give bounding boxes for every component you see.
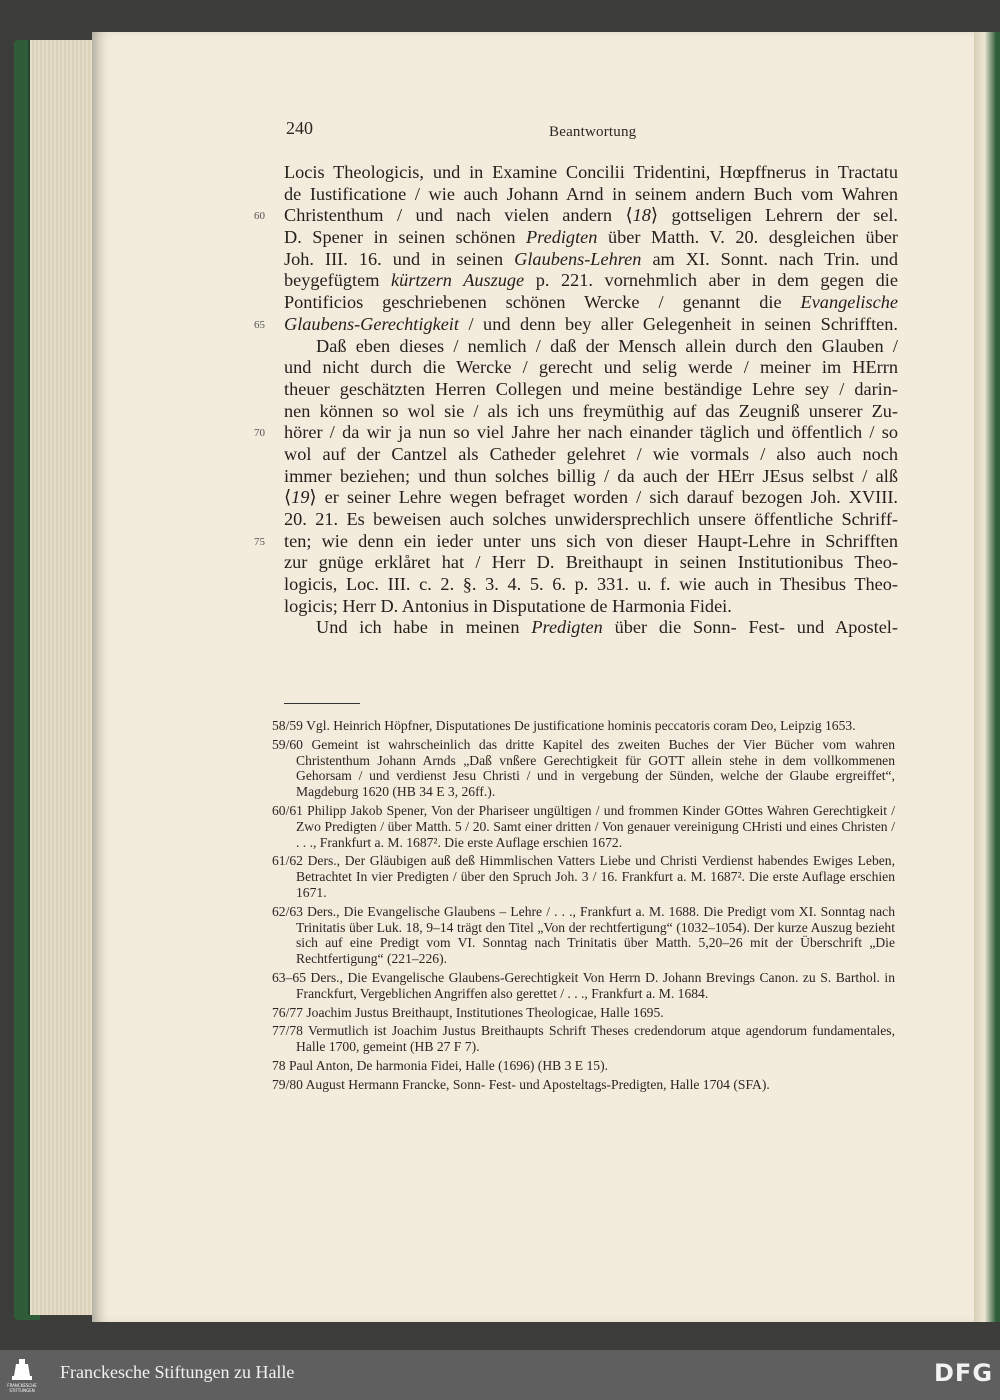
footnote: 58/59 Vgl. Heinrich Höpfner, Disputationes De justificatione hominis peccatoris coram Deo, Leipzig 1653. xyxy=(272,718,856,733)
line-number: 60 xyxy=(254,210,265,223)
text-line: Daß eben dieses / nemlich / daß der Mensch allein durch den Glauben / xyxy=(316,335,898,356)
line-number: 65 xyxy=(254,318,265,331)
text-line: 65 Glaubens-Gerechtigkeit / und denn bey aller Gelegenheit in seinen Schrifften. xyxy=(284,314,898,336)
text-line: Joh. III. 16. und in seinen Glaubens-Lehren am XI. Sonnt. nach Trin. und xyxy=(284,248,898,269)
text-line: Locis Theologicis, und in Examine Concilii Tridentini, Hœpffnerus in Tractatu xyxy=(284,162,898,182)
text-line: 60 Christenthum / und nach vielen andern ⟨18⟩ gottseligen Lehrern der sel. xyxy=(284,205,898,227)
footnote: 63–65 Ders., Die Evangelische Glaubens-Gerechtigkeit Von Herrn D. Johann Brevings Canon. zu S. Barthol. in Franckfurt, Vergeblichen Angriffen also gerettet / . . ., Frankfurt a. M. 1684. xyxy=(272,969,895,1001)
text-line: Und ich habe in meinen Predigten über die Sonn- Fest- und Apostel- xyxy=(316,617,898,638)
text-line: logicis; Herr D. Antonius in Disputatione de Harmonia Fidei. xyxy=(284,595,732,616)
running-title: Beantwortung xyxy=(549,124,637,140)
svg-text:FRANCKESCHE: FRANCKESCHE xyxy=(7,1383,37,1388)
text-line: logicis, Loc. III. c. 2. §. 3. 4. 5. 6. p. 331. u. f. wie auch in Thesibus Theo- xyxy=(284,574,898,595)
text-line: und nicht durch die Wercke / gerecht und selig werde / meiner im HErrn xyxy=(284,357,898,378)
text-line: 70 hörer / da wir ja nun so viel Jahre her nach einander täglich und öffentlich / so xyxy=(284,422,898,444)
svg-text:STIFTUNGEN: STIFTUNGEN xyxy=(9,1388,35,1393)
text-line: wol auf der Cantzel als Catheder gelehret / wie vormals / also auch noch xyxy=(284,443,898,464)
text-line: nen können so wol sie / als ich uns freymüthig auf das Zeugniß unserer Zu- xyxy=(284,400,898,421)
page-edges xyxy=(28,40,96,1315)
franckesche-stiftungen-logo xyxy=(6,1356,38,1394)
footnotes xyxy=(272,718,895,1096)
text-line: 75 ten; wie denn ein ieder unter uns sich von dieser Haupt-Lehre in Schrifften xyxy=(284,531,898,553)
footnote: 61/62 Ders., Der Gläubigen auß deß Himmlischen Vatters Liebe und Christi Verdienst habendes Ewiges Leben, Betrachtet In vier Predigten / über den Spruch Joh. 3 / 16. Frankfurt a. M. 1687². Die erste Auflage erschien 1671. xyxy=(272,853,895,900)
institution-name: Franckesche Stiftungen zu Halle xyxy=(60,1362,295,1382)
text-line: beygefügtem kürtzern Auszuge p. 221. vornehmlich aber in dem gegen die xyxy=(284,270,898,291)
facing-page-edge xyxy=(974,32,1000,1322)
footnote: 78 Paul Anton, De harmonia Fidei, Halle (1696) (HB 3 E 15). xyxy=(272,1057,609,1073)
text-line: D. Spener in seinen schönen Predigten über Matth. V. 20. desgleichen über xyxy=(284,227,899,248)
footnote: 79/80 August Hermann Francke, Sonn- Fest- und Aposteltags-Predigten, Halle 1704 (SFA). xyxy=(272,1076,770,1092)
footnote: 59/60 Gemeint ist wahrscheinlich das dritte Kapitel des zweiten Buches der Vier Bücher vom wahren Christenthum Johann Arnds „Daß vnßere Gerechtigkeit für GOTT allein stehe in dem vollkommenen Gehorsam / und verdienst Jesu Christi / und in vergebung der Sünden, welche der Glaube ergreiffet“, Magdeburg 1620 (HB 34 E 3, 26ff.). xyxy=(272,736,895,800)
text-line: de Iustificatione / wie auch Johann Arnd in seinem andern Buch vom Wahren xyxy=(284,183,898,204)
body-text xyxy=(254,162,899,639)
text-line: Pontificios geschriebenen schönen Wercke / genannt die Evangelische xyxy=(284,292,898,313)
text-line: 20. 21. Es beweisen auch solches unwidersprechlich unsere öffentliche Schriff- xyxy=(284,509,898,529)
text-line: immer beziehen; und thun solches billig / da auch der HErr JEsus selbst / alß xyxy=(284,465,898,486)
footnote: 77/78 Vermutlich ist Joachim Justus Breithaupts Schrift Theses credendorum atque agendorum fundamentales, Halle 1700, gemeint (HB 27 F 7). xyxy=(272,1023,895,1055)
footnote-rule xyxy=(284,703,360,704)
footnote: 76/77 Joachim Justus Breithaupt, Institutiones Theologicae, Halle 1695. xyxy=(272,1004,664,1020)
line-number: 75 xyxy=(254,535,265,548)
footnote: 62/63 Ders., Die Evangelische Glaubens – Lehre / . . ., Frankfurt a. M. 1688. Die Predigt vom XI. Sonntag nach Trinitatis über Luk. 18, 9–14 trägt den Titel „Von der rechtfertigung“ (1032–1054). Der kurze Auszug bezieht sich auf eine Predigt vom VI. Sonntag nach Trinitatis über Matth. 5,20–26 mit der Überschrift „Die Rechtfertigung“ (221–226). xyxy=(272,903,895,967)
line-number: 70 xyxy=(254,427,265,440)
text-line: ⟨19⟩ er seiner Lehre wegen befraget worden / sich darauf bezogen Joh. XVIII. xyxy=(284,487,898,508)
page-number: 240 xyxy=(286,118,313,138)
footnote: 60/61 Philipp Jakob Spener, Von der Phariseer ungültigen / und frommen Kinder GOttes Wahren Gerechtigkeit / Zwo Predigten / über Matth. 5 / 20. Samt einer dritten / Von genauer vereinigung CHristi und eines Christen / . . ., Frankfurt a. M. 1687². Die erste Auflage erschien 1672. xyxy=(272,802,895,850)
text-line: theuer geschätzten Herren Collegen und meine beständige Lehre sey / darin- xyxy=(284,378,898,399)
text-line: zur gnüge erklåret hat / Herr D. Breithaupt in seinen Institutionibus Theo- xyxy=(284,552,898,573)
dfg-logo: DFG xyxy=(934,1359,994,1387)
